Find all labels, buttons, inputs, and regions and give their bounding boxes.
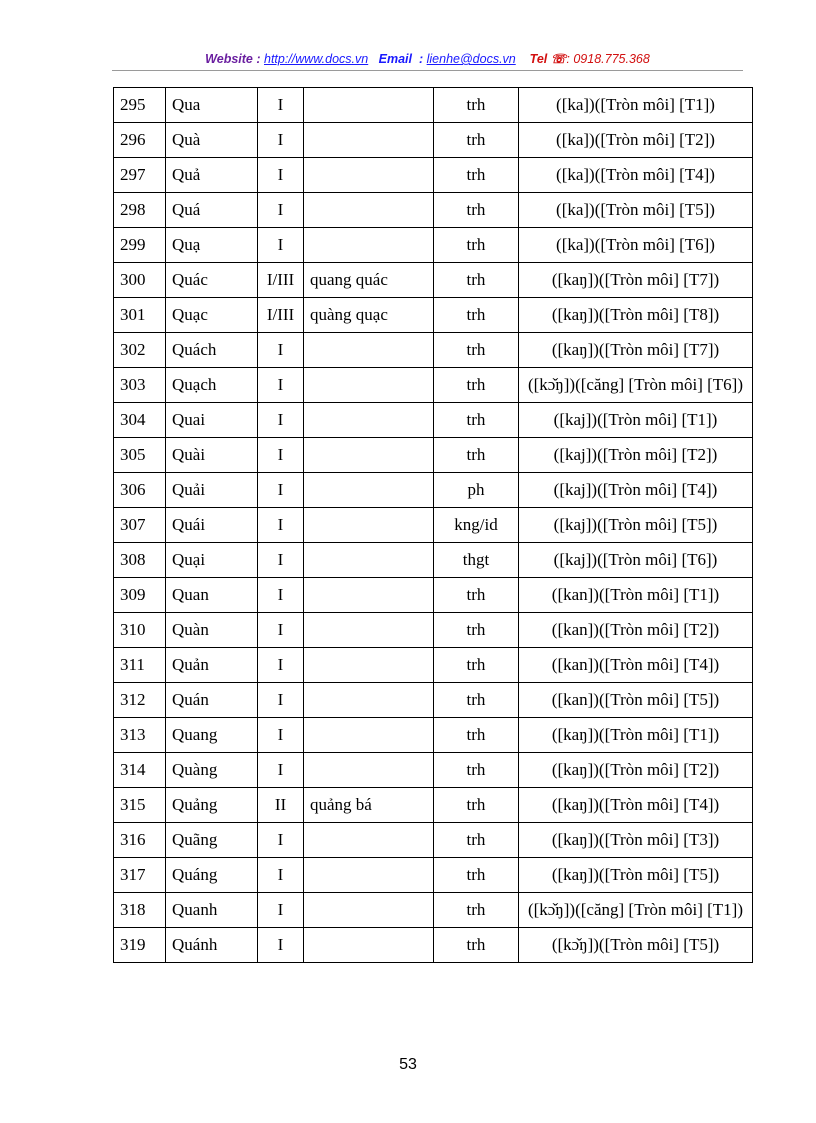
entry-pos: trh (434, 333, 519, 368)
entry-pos: trh (434, 578, 519, 613)
entry-word: Quang (166, 718, 258, 753)
table-row (114, 438, 753, 473)
entry-number: 307 (114, 508, 166, 543)
entry-number: 309 (114, 578, 166, 613)
entry-word: Quạ (166, 228, 258, 263)
table-row (114, 613, 753, 648)
entry-word: Quạc (166, 298, 258, 333)
entry-type: I (258, 928, 304, 963)
email-label: Email (378, 52, 412, 66)
entry-number: 301 (114, 298, 166, 333)
entry-pos: trh (434, 788, 519, 823)
entry-number: 319 (114, 928, 166, 963)
entry-pos: kng/id (434, 508, 519, 543)
table-row (114, 508, 753, 543)
entry-transcription: ([ka])([Tròn môi] [T6]) (519, 228, 753, 263)
entry-word: Quài (166, 438, 258, 473)
table-row (114, 718, 753, 753)
entry-type: I (258, 858, 304, 893)
entry-example (304, 578, 434, 613)
entry-transcription: ([kaŋ])([Tròn môi] [T7]) (519, 263, 753, 298)
entry-number: 308 (114, 543, 166, 578)
entry-type: I (258, 753, 304, 788)
entry-word: Quánh (166, 928, 258, 963)
entry-transcription: ([kaŋ])([Tròn môi] [T1]) (519, 718, 753, 753)
entry-word: Quả (166, 158, 258, 193)
table-row (114, 928, 753, 963)
entry-example (304, 473, 434, 508)
entry-transcription: ([kaŋ])([Tròn môi] [T4]) (519, 788, 753, 823)
entry-number: 304 (114, 403, 166, 438)
entry-transcription: ([kɔ̌ŋ])([căng] [Tròn môi] [T6]) (519, 368, 753, 403)
entry-type: II (258, 788, 304, 823)
table-row (114, 753, 753, 788)
entry-type: I (258, 578, 304, 613)
entry-word: Quàn (166, 613, 258, 648)
entry-word: Quàng (166, 753, 258, 788)
entry-transcription: ([ka])([Tròn môi] [T2]) (519, 123, 753, 158)
entry-number: 314 (114, 753, 166, 788)
table-row (114, 823, 753, 858)
entry-example (304, 648, 434, 683)
table-row (114, 403, 753, 438)
dictionary-table-body (114, 88, 753, 963)
entry-number: 306 (114, 473, 166, 508)
entry-pos: trh (434, 158, 519, 193)
entry-word: Quà (166, 123, 258, 158)
entry-type: I (258, 893, 304, 928)
table-row (114, 473, 753, 508)
entry-transcription: ([kaŋ])([Tròn môi] [T5]) (519, 858, 753, 893)
entry-pos: trh (434, 858, 519, 893)
header-divider (112, 70, 743, 71)
entry-word: Quán (166, 683, 258, 718)
table-row (114, 893, 753, 928)
entry-transcription: ([kɔ̌ŋ])([căng] [Tròn môi] [T1]) (519, 893, 753, 928)
entry-pos: trh (434, 438, 519, 473)
entry-type: I (258, 473, 304, 508)
entry-type: I (258, 403, 304, 438)
entry-example (304, 753, 434, 788)
entry-pos: trh (434, 683, 519, 718)
entry-word: Quạch (166, 368, 258, 403)
entry-example (304, 88, 434, 123)
entry-example (304, 508, 434, 543)
entry-word: Quản (166, 648, 258, 683)
table-row (114, 298, 753, 333)
entry-word: Quai (166, 403, 258, 438)
entry-type: I (258, 543, 304, 578)
entry-word: Qua (166, 88, 258, 123)
entry-type: I (258, 333, 304, 368)
entry-word: Quá (166, 193, 258, 228)
table-row (114, 858, 753, 893)
table-row (114, 88, 753, 123)
entry-pos: trh (434, 228, 519, 263)
page-number: 53 (399, 1056, 417, 1073)
entry-example (304, 333, 434, 368)
table-row (114, 193, 753, 228)
entry-pos: trh (434, 648, 519, 683)
entry-pos: thgt (434, 543, 519, 578)
table-row (114, 158, 753, 193)
entry-pos: trh (434, 928, 519, 963)
entry-type: I (258, 823, 304, 858)
table-row (114, 263, 753, 298)
entry-pos: trh (434, 298, 519, 333)
entry-type: I (258, 158, 304, 193)
entry-pos: trh (434, 823, 519, 858)
table-row (114, 333, 753, 368)
table-row (114, 543, 753, 578)
table-row (114, 228, 753, 263)
email-link[interactable]: lienhe@docs.vn (426, 52, 516, 66)
entry-number: 310 (114, 613, 166, 648)
entry-number: 313 (114, 718, 166, 753)
entry-pos: trh (434, 193, 519, 228)
entry-number: 305 (114, 438, 166, 473)
entry-example (304, 368, 434, 403)
phone-icon: ☏ (550, 52, 567, 66)
table-row (114, 123, 753, 158)
entry-transcription: ([kaj])([Tròn môi] [T4]) (519, 473, 753, 508)
entry-word: Quại (166, 543, 258, 578)
entry-example (304, 403, 434, 438)
entry-example (304, 613, 434, 648)
entry-pos: trh (434, 123, 519, 158)
entry-word: Quảng (166, 788, 258, 823)
entry-transcription: ([kaj])([Tròn môi] [T2]) (519, 438, 753, 473)
entry-example (304, 928, 434, 963)
entry-type: I (258, 88, 304, 123)
entry-example (304, 718, 434, 753)
entry-transcription: ([kan])([Tròn môi] [T1]) (519, 578, 753, 613)
entry-number: 312 (114, 683, 166, 718)
entry-number: 317 (114, 858, 166, 893)
entry-example (304, 438, 434, 473)
website-link[interactable]: http://www.docs.vn (264, 52, 369, 66)
entry-example (304, 543, 434, 578)
entry-transcription: ([kaŋ])([Tròn môi] [T7]) (519, 333, 753, 368)
entry-type: I (258, 613, 304, 648)
entry-example: quàng quạc (304, 298, 434, 333)
entry-word: Quanh (166, 893, 258, 928)
entry-type: I (258, 508, 304, 543)
entry-type: I (258, 718, 304, 753)
table-row (114, 578, 753, 613)
entry-type: I (258, 228, 304, 263)
tel-label: Tel (529, 52, 548, 66)
entry-example (304, 158, 434, 193)
entry-pos: trh (434, 718, 519, 753)
entry-pos: trh (434, 263, 519, 298)
entry-transcription: ([ka])([Tròn môi] [T4]) (519, 158, 753, 193)
entry-number: 303 (114, 368, 166, 403)
entry-number: 302 (114, 333, 166, 368)
entry-pos: trh (434, 753, 519, 788)
dictionary-table (113, 87, 753, 963)
entry-type: I (258, 123, 304, 158)
entry-example (304, 683, 434, 718)
page-header (112, 51, 743, 66)
entry-example: quang quác (304, 263, 434, 298)
entry-number: 296 (114, 123, 166, 158)
entry-example (304, 893, 434, 928)
entry-number: 295 (114, 88, 166, 123)
entry-type: I (258, 368, 304, 403)
entry-number: 311 (114, 648, 166, 683)
entry-type: I (258, 438, 304, 473)
entry-type: I/III (258, 298, 304, 333)
entry-transcription: ([kaŋ])([Tròn môi] [T3]) (519, 823, 753, 858)
entry-type: I (258, 683, 304, 718)
entry-pos: trh (434, 368, 519, 403)
entry-number: 300 (114, 263, 166, 298)
entry-example (304, 193, 434, 228)
entry-example: quảng bá (304, 788, 434, 823)
entry-transcription: ([kaŋ])([Tròn môi] [T2]) (519, 753, 753, 788)
entry-word: Quách (166, 333, 258, 368)
entry-transcription: ([kan])([Tròn môi] [T4]) (519, 648, 753, 683)
entry-transcription: ([ka])([Tròn môi] [T5]) (519, 193, 753, 228)
table-row (114, 648, 753, 683)
entry-example (304, 228, 434, 263)
entry-transcription: ([kaj])([Tròn môi] [T5]) (519, 508, 753, 543)
entry-word: Quãng (166, 823, 258, 858)
email-separator: : (418, 52, 424, 66)
entry-number: 297 (114, 158, 166, 193)
entry-transcription: ([kaj])([Tròn môi] [T6]) (519, 543, 753, 578)
entry-example (304, 858, 434, 893)
entry-pos: trh (434, 893, 519, 928)
entry-transcription: ([kaj])([Tròn môi] [T1]) (519, 403, 753, 438)
entry-transcription: ([kaŋ])([Tròn môi] [T8]) (519, 298, 753, 333)
entry-transcription: ([kan])([Tròn môi] [T2]) (519, 613, 753, 648)
entry-transcription: ([ka])([Tròn môi] [T1]) (519, 88, 753, 123)
table-row (114, 683, 753, 718)
entry-number: 316 (114, 823, 166, 858)
entry-type: I (258, 193, 304, 228)
entry-number: 315 (114, 788, 166, 823)
entry-number: 318 (114, 893, 166, 928)
entry-word: Quái (166, 508, 258, 543)
entry-example (304, 823, 434, 858)
entry-pos: trh (434, 403, 519, 438)
entry-word: Quác (166, 263, 258, 298)
entry-word: Quải (166, 473, 258, 508)
entry-number: 299 (114, 228, 166, 263)
entry-word: Quan (166, 578, 258, 613)
entry-example (304, 123, 434, 158)
tel-number: : 0918.775.368 (566, 52, 650, 66)
entry-transcription: ([kɔ̌ŋ])([Tròn môi] [T5]) (519, 928, 753, 963)
entry-type: I (258, 648, 304, 683)
website-label: Website : (205, 52, 261, 66)
entry-pos: trh (434, 613, 519, 648)
table-row (114, 788, 753, 823)
entry-word: Quáng (166, 858, 258, 893)
entry-pos: ph (434, 473, 519, 508)
entry-transcription: ([kan])([Tròn môi] [T5]) (519, 683, 753, 718)
entry-type: I/III (258, 263, 304, 298)
entry-number: 298 (114, 193, 166, 228)
table-row (114, 368, 753, 403)
entry-pos: trh (434, 88, 519, 123)
